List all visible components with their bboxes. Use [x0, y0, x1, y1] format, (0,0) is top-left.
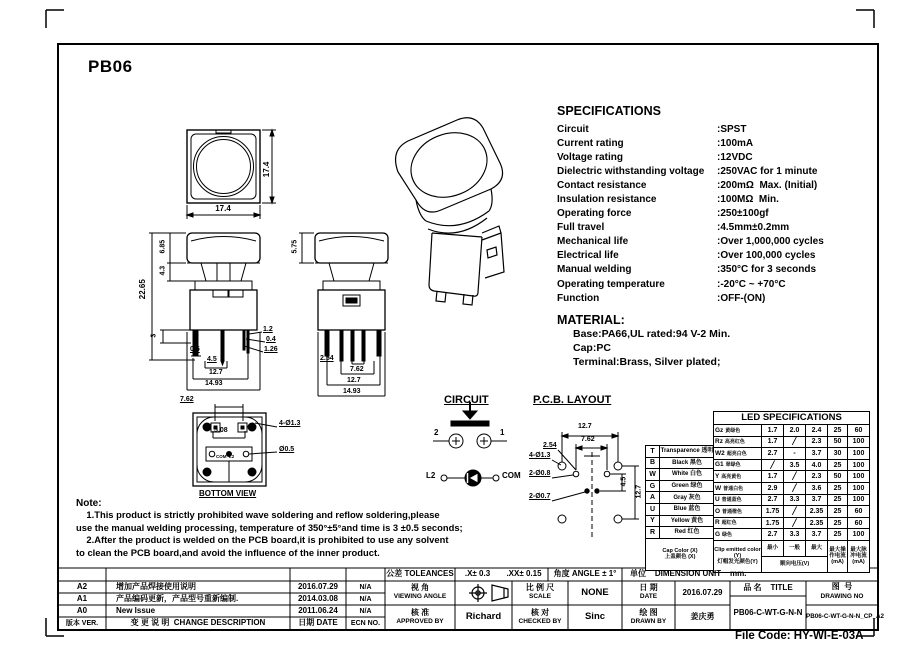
dim-label: 4.5 — [207, 356, 217, 363]
led-name: 绿色 — [722, 531, 733, 538]
led-ipk: 100 — [848, 436, 870, 448]
dim-label: 7.62 — [180, 396, 194, 403]
led-code-cell — [714, 506, 762, 518]
tolerances-label: 公差 TOLEANCES — [386, 569, 454, 578]
dim-label: 4.5 — [620, 476, 628, 487]
led-vmin: 2.7 — [762, 448, 784, 460]
approved-value: Richard — [465, 611, 502, 622]
cap-color-row — [646, 457, 715, 469]
viewing-angle-label-en: VIEWING ANGLE — [393, 593, 447, 600]
led-code-cell — [714, 459, 762, 471]
spec-value: :Over 100,000 cycles — [717, 250, 816, 262]
led-code: O — [715, 507, 721, 515]
led-vmax: 3.6 — [806, 482, 828, 494]
rev-header-ecn: ECN NO. — [350, 620, 381, 627]
led-code-cell — [714, 529, 762, 541]
led-vtyp: ╱ — [784, 506, 806, 518]
led-spec-row — [714, 482, 870, 494]
specifications-list — [557, 122, 887, 305]
spec-value: :-20°C ~ +70°C — [717, 278, 786, 290]
led-iop: 25 — [828, 494, 848, 506]
led-ipk: 100 — [848, 471, 870, 483]
cap-color-code: W — [646, 469, 660, 481]
note-line: 1.This product is strictly prohibited wave soldering and reflow soldering,please — [76, 509, 440, 520]
led-spec-row — [714, 471, 870, 483]
led-code-cell — [714, 448, 762, 460]
note-lines — [76, 509, 463, 559]
cap-color-row — [646, 527, 715, 539]
led-footer-iop: 最大操作电流 (mA) — [828, 540, 848, 572]
dim-label: 2-Ø0.7 — [529, 493, 551, 500]
tolerance-xx: .XX± 0.15 — [506, 569, 542, 578]
led-code-cell — [714, 482, 762, 494]
led-vtyp: - — [784, 448, 806, 460]
spec-value: :SPST — [717, 123, 747, 135]
scale-value: NONE — [581, 587, 609, 598]
cap-color-row — [646, 515, 715, 527]
dim-label: 7.62 — [350, 366, 364, 373]
spec-row — [557, 164, 887, 178]
led-ipk: 100 — [848, 448, 870, 460]
led-vmin: 2.7 — [762, 494, 784, 506]
spec-row — [557, 235, 887, 249]
cap-color-name: Transparence 透明 — [660, 446, 715, 458]
tolerance-x: .X± 0.3 — [464, 569, 491, 578]
cap-color-name: White 白色 — [660, 469, 715, 481]
led-iop: 50 — [828, 471, 848, 483]
drawing-number: PB06-C-WT-G-N-N_CP_A2 — [806, 613, 885, 620]
rev-ver: A1 — [76, 594, 88, 603]
rev-ver: A2 — [76, 582, 88, 591]
spec-row — [557, 136, 887, 150]
led-iop: 25 — [828, 517, 848, 529]
dim-label: 17.4 — [215, 204, 231, 213]
rev-ecn: N/A — [359, 608, 372, 615]
led-vmax: 3.7 — [806, 529, 828, 541]
rev-header-ver: 版本 VER. — [65, 620, 99, 627]
led-vmax: 2.3 — [806, 471, 828, 483]
dim-label: 12.7 — [635, 484, 643, 499]
led-ipk: 60 — [848, 425, 870, 437]
led-name: 高亮黄色 — [721, 473, 742, 480]
page-title: PB06 — [88, 57, 133, 76]
led-terminal-label: COM — [502, 471, 521, 480]
spec-value: :12VDC — [717, 151, 753, 163]
cap-color-footer: Cap Color (X) 上盖颜色 (X) — [646, 538, 715, 570]
date-label-cn: 日 期 — [639, 583, 658, 592]
led-code: G1 — [715, 461, 724, 469]
cap-color-name: Black 黑色 — [660, 457, 715, 469]
spec-value: :200mΩ Max. (Initial) — [717, 179, 818, 191]
bottom-view-drawing — [193, 404, 277, 486]
spec-row — [557, 178, 887, 192]
led-footer-ipk: 最大脉冲电流 (mA) — [848, 540, 870, 572]
checked-label-cn: 核 对 — [530, 608, 550, 617]
note-line: 2.After the product is welded on the PCB board,it is prohibited to use any solvent — [76, 534, 449, 546]
spec-label: Dielectric withstanding voltage — [557, 165, 705, 177]
led-ipk: 100 — [848, 494, 870, 506]
led-spec-row — [714, 529, 870, 541]
dim-label: 4.3 — [159, 265, 167, 276]
led-table-title: LED SPECIFICATIONS — [714, 412, 870, 425]
cap-color-code: R — [646, 527, 660, 539]
spec-value: :100MΩ Min. — [717, 194, 779, 206]
led-vmin: 1.7 — [762, 471, 784, 483]
material-list — [573, 328, 730, 370]
led-code: R — [715, 519, 720, 527]
led-spec-row — [714, 459, 870, 471]
checked-value: Sinc — [584, 611, 606, 622]
spec-row — [557, 192, 887, 206]
cap-color-code: Y — [646, 515, 660, 527]
led-terminal-label: L2 — [426, 471, 436, 480]
title-label: 品 名 TITLE — [743, 583, 793, 592]
dim-label: 2.54 — [320, 355, 334, 362]
spec-label: Manual welding — [557, 264, 632, 276]
spec-row — [557, 150, 887, 164]
cap-color-name: Red 红色 — [660, 527, 715, 539]
spec-row — [557, 277, 887, 291]
dim-label: 14.93 — [205, 380, 223, 387]
led-footer-max: 最大 — [806, 540, 828, 556]
spec-label: Current rating — [557, 137, 624, 149]
led-ipk: 100 — [848, 529, 870, 541]
led-spec-row — [714, 517, 870, 529]
led-name: 翠绿色 — [725, 462, 741, 469]
rev-desc: 增加产品焊接使用说明 — [116, 582, 196, 591]
cap-color-code: A — [646, 492, 660, 504]
led-vmin: 2.7 — [762, 529, 784, 541]
led-iop: 30 — [828, 448, 848, 460]
circuit-drawing — [433, 402, 507, 486]
scale-label-en: SCALE — [528, 593, 552, 600]
led-code: Y — [715, 472, 720, 480]
drawn-label-cn: 绘 图 — [639, 608, 658, 617]
dim-label: 17.4 — [261, 161, 271, 178]
drawing-no-label-cn: 图 号 — [831, 582, 853, 591]
dim-label: 22.65 — [137, 279, 147, 300]
led-vtyp: ╱ — [784, 436, 806, 448]
cap-color-table — [645, 445, 715, 571]
led-vmin: ╱ — [762, 459, 784, 471]
material-line: Cap:PC — [573, 342, 611, 354]
cap-color-name: Yellow 黄色 — [660, 515, 715, 527]
spec-row — [557, 291, 887, 305]
spec-label: Function — [557, 292, 600, 304]
terminal-label: 1 — [500, 428, 505, 437]
led-code-cell — [714, 494, 762, 506]
led-ipk: 100 — [848, 459, 870, 471]
spec-label: Voltage rating — [557, 151, 623, 163]
led-footer-typ: 一般 — [784, 540, 806, 556]
led-code: W — [715, 484, 722, 492]
spec-label: Operating temperature — [557, 278, 665, 290]
date-value: 2016.07.29 — [682, 588, 723, 597]
led-name: 超红色 — [721, 520, 737, 527]
led-vmin: 1.7 — [762, 425, 784, 437]
rev-desc: 产品编码更新，产品型号重新编制. — [116, 594, 239, 603]
led-vmax: 3.7 — [806, 448, 828, 460]
drawing-no-label-en: DRAWING NO — [820, 593, 864, 600]
spec-value: :100mA — [717, 137, 754, 149]
note-line: to clean the PCB board,and avoid the influence of the inner product. — [76, 546, 380, 558]
led-vtyp: ╱ — [784, 471, 806, 483]
spec-row — [557, 122, 887, 136]
cap-color-name: Gray 灰色 — [660, 492, 715, 504]
cap-color-row — [646, 480, 715, 492]
led-name: 普通白色 — [723, 485, 744, 492]
spec-row — [557, 221, 887, 235]
led-vmax: 3.7 — [806, 494, 828, 506]
led-footer-vf: 顺向电压(V) — [762, 556, 828, 572]
spec-label: Contact resistance — [557, 179, 647, 191]
approved-label-cn: 核 准 — [410, 608, 430, 617]
led-footer-min: 最小 — [762, 540, 784, 556]
cap-color-code: U — [646, 503, 660, 515]
led-vtyp: 3.3 — [784, 494, 806, 506]
dim-label: 12.7 — [578, 423, 592, 430]
note-line: use the manual welding processing, temperature of 350°±5°and time is 3 ±0.5 seconds; — [76, 521, 463, 533]
led-name: 普通蓝色 — [721, 497, 742, 504]
spec-label: Operating force — [557, 208, 632, 220]
file-code: File Code: HY-WI-E-03A — [735, 630, 864, 642]
dim-label: 2-Ø0.8 — [529, 470, 551, 477]
spec-label: Insulation resistance — [557, 194, 657, 206]
viewing-angle-label-cn: 视 角 — [410, 583, 430, 592]
dim-label: 12.7 — [347, 377, 361, 384]
cap-color-code: G — [646, 480, 660, 492]
scale-label-cn: 比 例 尺 — [525, 583, 555, 592]
dim-label: Ø0.5 — [279, 446, 295, 453]
led-iop: 50 — [828, 436, 848, 448]
dim-label: 4-Ø1.3 — [529, 452, 551, 459]
led-spec-row — [714, 448, 870, 460]
led-vmin: 1.75 — [762, 506, 784, 518]
dim-label: 1.2 — [263, 326, 273, 333]
led-ipk: 60 — [848, 517, 870, 529]
dim-label: 5.08 — [214, 427, 228, 434]
note-title: Note: — [76, 498, 102, 509]
spec-value: :Over 1,000,000 cycles — [717, 236, 824, 248]
rev-ver: A0 — [76, 606, 88, 615]
led-ipk: 60 — [848, 506, 870, 518]
spec-label: Circuit — [557, 123, 589, 135]
rev-ecn: N/A — [359, 584, 372, 591]
rev-ecn: N/A — [359, 596, 372, 603]
cap-color-row — [646, 446, 715, 458]
led-code: G — [715, 530, 721, 538]
led-spec-row — [714, 494, 870, 506]
led-code: Rz — [715, 438, 723, 446]
led-vmax: 2.35 — [806, 506, 828, 518]
dim-label: 12.7 — [209, 369, 223, 376]
led-spec-table — [713, 411, 870, 573]
led-vtyp: ╱ — [784, 517, 806, 529]
led-spec-row — [714, 436, 870, 448]
approved-label-en: APPROVED BY — [396, 618, 444, 625]
led-vtyp: 3.5 — [784, 459, 806, 471]
cap-color-code: B — [646, 457, 660, 469]
dim-label: 6.85 — [159, 239, 167, 254]
led-vmin: 2.9 — [762, 482, 784, 494]
led-name: 普通橙色 — [722, 508, 743, 515]
dimension-unit: 单位 DIMENSION UNIT mm. — [630, 569, 747, 578]
led-spec-row — [714, 425, 870, 437]
dim-label: 0.4 — [266, 336, 276, 343]
led-footer-clip: Clip emitted color (Y) 灯帽发光颜色(Y) — [714, 540, 762, 572]
rev-date: 2016.07.29 — [297, 582, 339, 591]
dim-label: 7.62 — [581, 436, 595, 443]
dim-label: 14.93 — [343, 388, 361, 395]
spec-label: Full travel — [557, 222, 605, 234]
cap-color-code: T — [646, 446, 660, 458]
dim-label: 5.75 — [291, 239, 299, 254]
material-title: MATERIAL: — [557, 313, 625, 327]
cap-color-name: Green 绿色 — [660, 480, 715, 492]
rev-header-desc: 变 更 说 明 CHANGE DESCRIPTION — [130, 618, 266, 627]
cap-color-row — [646, 492, 715, 504]
rev-date: 2011.06.24 — [298, 606, 338, 615]
cap-color-row — [646, 503, 715, 515]
led-iop: 25 — [828, 482, 848, 494]
led-code: W2 — [715, 449, 725, 457]
spec-row — [557, 207, 887, 221]
rev-date: 2014.03.08 — [297, 594, 339, 603]
led-vtyp: ╱ — [784, 482, 806, 494]
led-spec-row — [714, 506, 870, 518]
isometric-view-drawing — [396, 118, 504, 305]
led-code-cell — [714, 425, 762, 437]
spec-label: Electrical life — [557, 250, 619, 262]
led-ipk: 100 — [848, 482, 870, 494]
led-vmax: 4.0 — [806, 459, 828, 471]
led-iop: 25 — [828, 459, 848, 471]
led-vmax: 2.35 — [806, 517, 828, 529]
rev-desc: New Issue — [116, 606, 156, 615]
led-vmax: 2.3 — [806, 436, 828, 448]
led-vmin: 1.7 — [762, 436, 784, 448]
spec-row — [557, 263, 887, 277]
material-line: Base:PA66,UL rated:94 V-2 Min. — [573, 328, 731, 340]
led-code: U — [715, 496, 720, 504]
led-iop: 25 — [828, 425, 848, 437]
spec-value: :350°C for 3 seconds — [717, 264, 817, 276]
pcb-title: P.C.B. LAYOUT — [533, 394, 612, 406]
circuit-title: CIRCUIT — [444, 394, 489, 406]
led-vmin: 1.75 — [762, 517, 784, 529]
led-iop: 25 — [828, 506, 848, 518]
led-name: 超亮白色 — [726, 450, 747, 457]
dim-label: 1.26 — [264, 346, 278, 353]
projection-angle-icon — [469, 584, 508, 602]
side-view-drawing — [299, 233, 388, 396]
cap-color-name: Blue 蓝色 — [660, 503, 715, 515]
led-code-cell — [714, 436, 762, 448]
cap-color-row — [646, 469, 715, 481]
led-code-cell — [714, 471, 762, 483]
terminal-label: 2 — [434, 428, 439, 437]
part-number: PB06-C-WT-G-N-N — [733, 608, 803, 617]
pin-labels: COM L2 — [216, 454, 235, 459]
led-vtyp: 2.0 — [784, 425, 806, 437]
tolerance-angle: 角度 ANGLE ± 1° — [553, 569, 617, 578]
specifications-title: SPECIFICATIONS — [557, 104, 661, 118]
spec-row — [557, 249, 887, 263]
rev-header-date: 日期 DATE — [298, 618, 338, 627]
date-label-en: DATE — [639, 593, 658, 600]
bottom-view-caption: BOTTOM VIEW — [199, 489, 257, 498]
led-code: Gz — [715, 426, 724, 434]
dim-label: 2.54 — [543, 442, 557, 449]
dim-label: 0.5 — [190, 346, 200, 353]
led-iop: 25 — [828, 529, 848, 541]
drawn-value: 姜庆勇 — [690, 612, 715, 621]
dim-label: 3 — [150, 333, 158, 338]
led-code-cell — [714, 517, 762, 529]
spec-value: :250VAC for 1 minute — [717, 165, 818, 177]
spec-label: Mechanical life — [557, 236, 629, 248]
spec-value: :4.5mm±0.2mm — [717, 222, 790, 234]
drawn-label-en: DRAWN BY — [630, 618, 667, 625]
dim-label: 4-Ø1.3 — [279, 420, 301, 427]
material-line: Terminal:Brass, Silver plated; — [573, 356, 721, 368]
note-block — [76, 498, 463, 559]
led-name: 高亮红色 — [724, 439, 745, 446]
spec-value: :OFF-(ON) — [717, 292, 766, 304]
spec-value: :250±100gf — [717, 208, 769, 220]
led-name: 黄绿色 — [725, 427, 741, 434]
led-vtyp: 3.3 — [784, 529, 806, 541]
led-vmax: 2.4 — [806, 425, 828, 437]
checked-label-en: CHECKED BY — [518, 618, 562, 625]
